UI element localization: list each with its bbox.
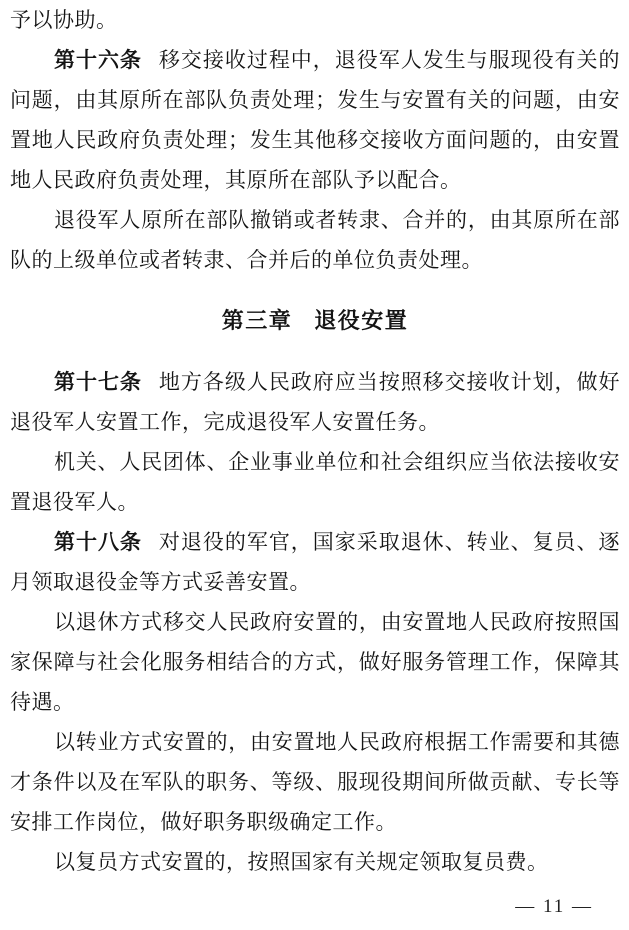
chapter-title: 退役安置 (314, 308, 409, 333)
body-paragraph (10, 722, 620, 842)
body-paragraph (10, 602, 620, 722)
paragraph-text: 以转业方式安置的，由安置地人民政府根据工作需要和其德才条件以及在军队的职务、等级、服现役期间所做贡献、专长等安排工作岗位，做好职务职级确定工作。 (10, 730, 620, 834)
body-paragraph (10, 442, 620, 522)
article-number-label: 第十六条 (54, 48, 142, 72)
continuation-paragraph (10, 0, 620, 40)
paragraph-text: 退役军人原所在部队撤销或者转隶、合并的，由其原所在部队的上级单位或者转隶、合并后的单位负责处理。 (10, 208, 620, 272)
document-body (10, 0, 620, 882)
body-paragraph (10, 200, 620, 280)
paragraph-text: 以退休方式移交人民政府安置的，由安置地人民政府按照国家保障与社会化服务相结合的方式，做好服务管理工作，保障其待遇。 (10, 610, 620, 714)
chapter-number-label: 第三章 (221, 308, 293, 333)
paragraph-text: 对退役的军官，国家采取退休、转业、复员、逐月领取退役金等方式妥善安置。 (10, 530, 621, 594)
article-number-label: 第十八条 (54, 530, 142, 554)
paragraph-text: 机关、人民团体、企业事业单位和社会组织应当依法接收安置退役军人。 (10, 450, 620, 514)
paragraph-text: 予以协助。 (10, 8, 118, 32)
article-number-label: 第十七条 (54, 370, 142, 394)
article-paragraph (10, 362, 620, 442)
paragraph-text: 以复员方式安置的，按照国家有关规定领取复员费。 (54, 850, 549, 874)
article-paragraph (10, 40, 620, 200)
page-number: — 11 — (515, 896, 593, 917)
chapter-heading (10, 301, 620, 341)
article-paragraph (10, 522, 620, 602)
paragraph-text: 地方各级人民政府应当按照移交接收计划，做好退役军人安置工作，完成退役军人安置任务。 (10, 370, 621, 434)
body-paragraph (10, 842, 620, 882)
paragraph-text: 移交接收过程中，退役军人发生与服现役有关的问题，由其原所在部队负责处理；发生与安置有关的问题，由安置地人民政府负责处理；发生其他移交接收方面问题的，由安置地人民政府负责处理，其原所在部队予以配合。 (10, 48, 621, 192)
